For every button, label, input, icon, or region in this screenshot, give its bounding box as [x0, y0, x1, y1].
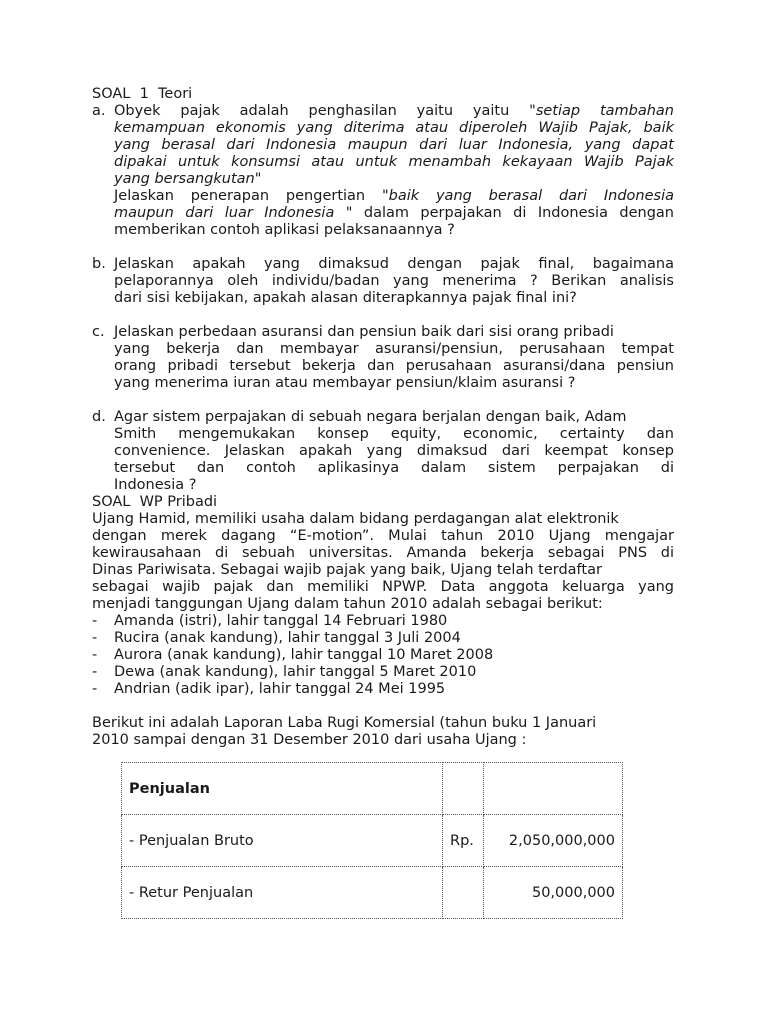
item-b-line1: b. Jelaskan apakah yang dimaksud dengan pajak final, bagaimana: [92, 256, 674, 272]
soal2-paragraph-line1: Ujang Hamid, memiliki usaha dalam bidang perdagangan alat elektronik: [92, 511, 619, 527]
row-label: - Penjualan Bruto: [122, 815, 443, 867]
income-statement-table: [121, 762, 623, 919]
item-a-line2: kemampuan ekonomis yang diterima atau diperoleh Wajib Pajak, baik: [114, 120, 674, 136]
item-a-line1: a. Obyek pajak adalah penghasilan yaitu yaitu "setiap tambahan: [92, 103, 674, 119]
item-a-line4: dipakai untuk konsumsi atau untuk menambah kekayaan Wajib Pajak: [114, 154, 674, 170]
report-intro-line2: 2010 sampai dengan 31 Desember 2010 dari usaha Ujang :: [92, 732, 527, 748]
item-b-marker: b.: [92, 256, 106, 272]
item-c-line2: yang bekerja dan membayar asuransi/pensiun, perusahaan tempat: [114, 341, 674, 357]
table-row: [122, 867, 623, 919]
item-c-line4: yang menerima iuran atau membayar pensiun/klaim asuransi ?: [114, 375, 576, 391]
item-d-line5: Indonesia ?: [114, 477, 197, 493]
item-d-line4: tersebut dan contoh aplikasinya dalam sistem perpajakan di: [114, 460, 674, 476]
soal2-paragraph-line3: kewirausahaan di sebuah universitas. Amanda bekerja sebagai PNS di: [92, 545, 674, 561]
item-b-line3: dari sisi kebijakan, apakah alasan diterapkannya pajak final ini?: [114, 290, 577, 306]
currency-cell: [443, 867, 484, 919]
item-a-line8: memberikan contoh aplikasi pelaksanaannya ?: [114, 222, 455, 238]
item-d-line2: Smith mengemukakan konsep equity, economic, certainty dan: [114, 426, 674, 442]
row-label: Penjualan: [129, 780, 210, 797]
soal2-paragraph-line4: Dinas Pariwisata. Sebagai wajib pajak yang baik, Ujang telah terdaftar: [92, 562, 602, 578]
item-a-line6: Jelaskan penerapan pengertian "baik yang berasal dari Indonesia: [114, 188, 674, 204]
item-c-line3: orang pribadi tersebut bekerja dan perusahaan asuransi/dana pensiun: [114, 358, 674, 374]
soal2-paragraph-line5: sebagai wajib pajak dan memiliki NPWP. Data anggota keluarga yang: [92, 579, 674, 595]
soal2-heading: SOAL WP Pribadi: [92, 494, 218, 510]
family-list-item: - Aurora (anak kandung), lahir tanggal 10 Maret 2008: [92, 647, 494, 663]
amount-cell: 2,050,000,000: [484, 815, 623, 867]
family-list-item: - Andrian (adik ipar), lahir tanggal 24 Mei 1995: [92, 681, 446, 697]
document-page: [92, 86, 674, 749]
item-a-line3: yang berasal dari Indonesia maupun dari luar Indonesia, yang dapat: [114, 137, 674, 153]
currency-cell: [443, 763, 484, 815]
item-d-line3: convenience. Jelaskan apakah yang dimaksud dari keempat konsep: [114, 443, 674, 459]
family-list-item: - Amanda (istri), lahir tanggal 14 Februari 1980: [92, 613, 448, 629]
amount-cell: [484, 763, 623, 815]
soal1-heading: SOAL 1 Teori: [92, 86, 193, 102]
report-intro-line1: Berikut ini adalah Laporan Laba Rugi Komersial (tahun buku 1 Januari: [92, 715, 597, 731]
item-c-marker: c.: [92, 324, 105, 340]
currency-cell: Rp.: [443, 815, 484, 867]
soal2-paragraph-line6: menjadi tanggungan Ujang dalam tahun 2010 adalah sebagai berikut:: [92, 596, 603, 612]
item-d-line1: d. Agar sistem perpajakan di sebuah negara berjalan dengan baik, Adam: [92, 409, 627, 425]
family-list-item: - Rucira (anak kandung), lahir tanggal 3 Juli 2004: [92, 630, 461, 646]
item-a-line5: yang bersangkutan": [114, 171, 262, 187]
row-label: - Retur Penjualan: [122, 867, 443, 919]
family-list-item: - Dewa (anak kandung), lahir tanggal 5 Maret 2010: [92, 664, 477, 680]
soal2-paragraph-line2: dengan merek dagang “E-motion”. Mulai tahun 2010 Ujang mengajar: [92, 528, 674, 544]
table-row: [122, 763, 623, 815]
item-c-line1: c. Jelaskan perbedaan asuransi dan pensiun baik dari sisi orang pribadi: [92, 324, 614, 340]
table-row: [122, 815, 623, 867]
item-d-marker: d.: [92, 409, 106, 425]
item-b-line2: pelaporannya oleh individu/badan yang menerima ? Berikan analisis: [114, 273, 674, 289]
item-a-line7: maupun dari luar Indonesia " dalam perpajakan di Indonesia dengan: [114, 205, 674, 221]
amount-cell: 50,000,000: [484, 867, 623, 919]
item-a-marker: a.: [92, 103, 106, 119]
